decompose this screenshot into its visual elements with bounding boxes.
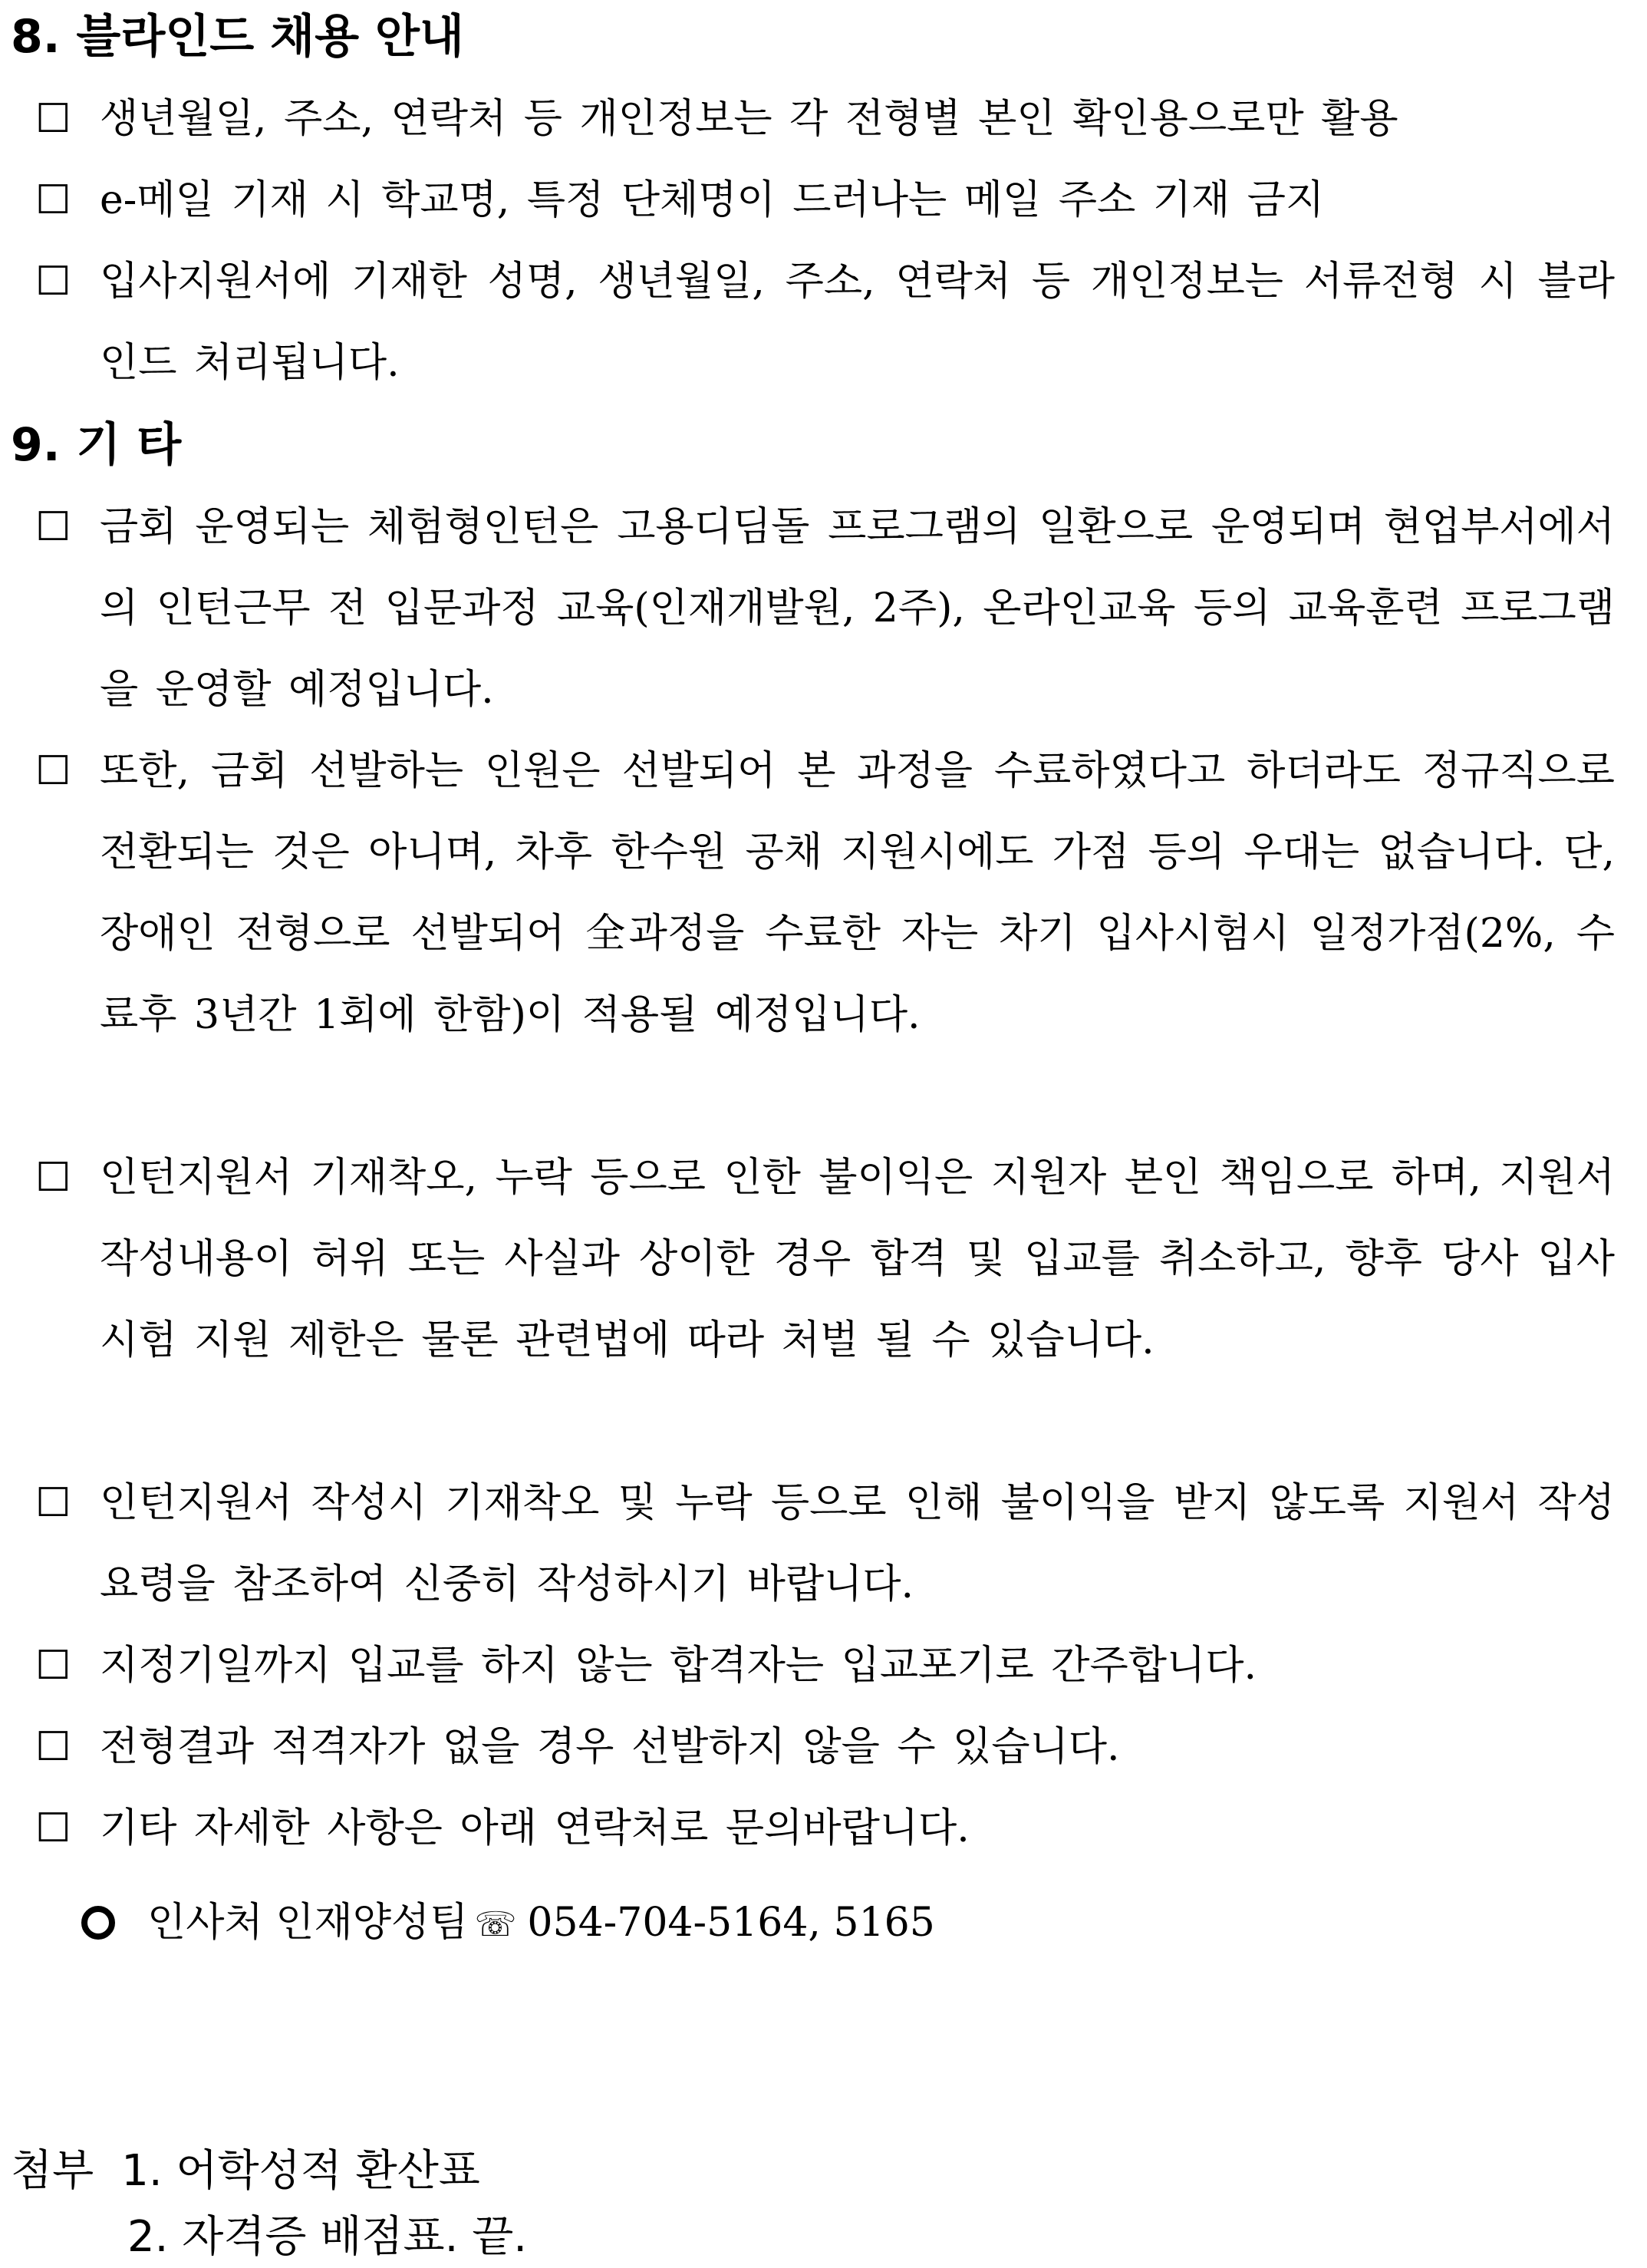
checkbox-bullet-icon: ☐ <box>35 96 71 142</box>
section-8-heading: 8. 블라인드 채용 안내 <box>11 10 464 64</box>
checkbox-bullet-icon: ☐ <box>35 259 71 305</box>
checkbox-bullet-icon: ☐ <box>35 177 71 223</box>
telephone-icon: ☏ <box>474 1905 517 1944</box>
list-item-text: 입사지원서에 기재한 성명, 생년월일, 주소, 연락처 등 개인정보는 서류전형 시 블라인드 처리됩니다. <box>100 259 1615 386</box>
list-item-text: 또한, 금회 선발하는 인원은 선발되어 본 과정을 수료하였다고 하더라도 정규직으로 전환되는 것은 아니며, 차후 한수원 공채 지원시에도 가점 등의 우대는 없습니다. 단, 장애인 전형으로 선발되어 全과정을 수료한 자는 차기 입사시험시 일정가점(2%, 수료후 3년간 1회에 한함)이 적용될 예정입니다. <box>100 748 1615 1038</box>
list-item-text: 인턴지원서 작성시 기재착오 및 누락 등으로 인해 불이익을 받지 않도록 지원서 작성요령을 참조하여 신중히 작성하시기 바랍니다. <box>100 1480 1615 1607</box>
checkbox-bullet-icon: ☐ <box>35 1805 71 1851</box>
list-item-text: 지정기일까지 입교를 하지 않는 합격자는 입교포기로 간주합니다. <box>100 1643 1257 1689</box>
attachment-row-1 <box>11 2141 480 2202</box>
section-9-heading: 9. 기 타 <box>11 418 182 472</box>
checkbox-bullet-icon: ☐ <box>35 1724 71 1770</box>
checkbox-bullet-icon: ☐ <box>35 1480 71 1526</box>
checkbox-bullet-icon: ☐ <box>35 504 71 550</box>
contact-line <box>81 1892 935 1956</box>
checkbox-bullet-icon: ☐ <box>35 1155 71 1201</box>
checkbox-bullet-icon: ☐ <box>35 748 71 794</box>
contact-phone: 054-704-5164, 5165 <box>527 1900 935 1946</box>
list-item-text: 전형결과 적격자가 없을 경우 선발하지 않을 수 있습니다. <box>100 1724 1120 1770</box>
attachment-row-2 <box>127 2207 527 2268</box>
attachment-item-2: 2. 자격증 배점표. 끝. <box>127 2212 528 2262</box>
list-item-text: 금회 운영되는 체험형인턴은 고용디딤돌 프로그램의 일환으로 운영되며 현업부서에서의 인턴근무 전 입문과정 교육(인재개발원, 2주), 온라인교육 등의 교육훈련 프로그램을 운영할 예정입니다. <box>100 504 1615 713</box>
checkbox-bullet-icon: ☐ <box>35 1643 71 1689</box>
list-item-text: 인턴지원서 기재착오, 누락 등으로 인한 불이익은 지원자 본인 책임으로 하며, 지원서 작성내용이 허위 또는 사실과 상이한 경우 합격 및 입교를 취소하고, 향후 당사 입사시험 지원 제한은 물론 관련법에 따라 처벌 될 수 있습니다. <box>100 1155 1615 1363</box>
list-item-text: e-메일 기재 시 학교명, 특정 단체명이 드러나는 메일 주소 기재 금지 <box>100 177 1325 223</box>
list-item-text: 생년월일, 주소, 연락처 등 개인정보는 각 전형별 본인 확인용으로만 활용 <box>100 96 1398 142</box>
circle-bullet-icon <box>81 1906 115 1940</box>
list-item-text: 기타 자세한 사항은 아래 연락처로 문의바랍니다. <box>100 1805 970 1851</box>
contact-dept: 인사처 인재양성팀 <box>147 1900 469 1946</box>
attachment-prefix: 첨부 <box>11 2146 94 2196</box>
attachment-item-1: 1. 어학성적 환산표 <box>121 2146 480 2196</box>
